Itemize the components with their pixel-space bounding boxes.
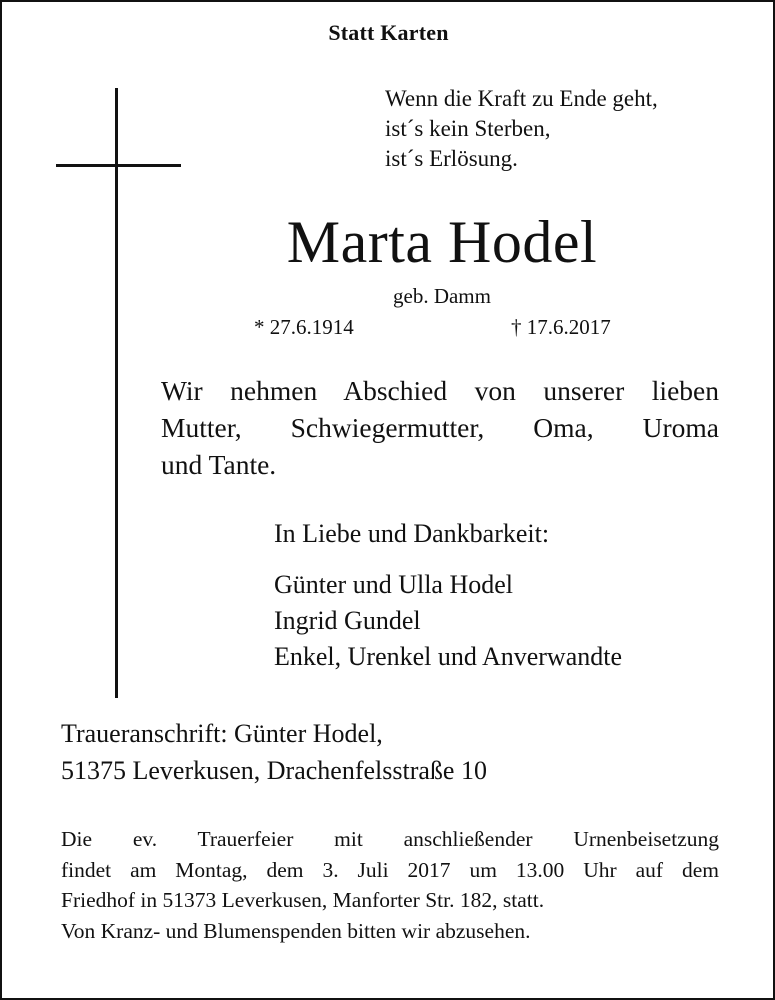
- funeral-line: Die ev. Trauerfeier mit anschließender Urnenbeisetzung: [61, 827, 719, 851]
- farewell-line: und Tante.: [161, 449, 277, 480]
- mourner-item: Enkel, Urenkel und Anverwandte: [274, 642, 623, 671]
- mourning-address: [61, 715, 487, 789]
- notice-header: Statt Karten: [328, 20, 449, 45]
- farewell-text: [161, 372, 719, 483]
- funeral-details: [61, 824, 719, 946]
- funeral-line: findet am Montag, dem 3. Juli 2017 um 13.00 Uhr auf dem: [61, 857, 719, 882]
- mourner-item: Ingrid Gundel: [274, 606, 421, 635]
- address-line: Traueranschrift: Günter Hodel,: [61, 719, 383, 748]
- signoff-text: In Liebe und Dankbarkeit:: [274, 519, 550, 548]
- motto-line: ist´s Erlösung.: [385, 146, 518, 171]
- farewell-line: Wir nehmen Abschied von unserer lieben: [161, 375, 719, 406]
- cross-icon-horizontal-bar: [56, 164, 181, 167]
- death-date: † 17.6.2017: [511, 315, 611, 339]
- deceased-name: Marta Hodel: [286, 209, 598, 275]
- motto-line: ist´s kein Sterben,: [385, 116, 551, 141]
- mourners-list: [274, 567, 622, 675]
- address-line: 51375 Leverkusen, Drachenfelsstraße 10: [61, 756, 487, 785]
- deceased-born-name: geb. Damm: [393, 284, 491, 308]
- motto-verse: [385, 84, 658, 174]
- mourner-item: Günter und Ulla Hodel: [274, 570, 514, 599]
- motto-line: Wenn die Kraft zu Ende geht,: [385, 86, 658, 111]
- funeral-line: Von Kranz- und Blumenspenden bitten wir abzusehen.: [61, 918, 531, 943]
- farewell-line: Mutter, Schwiegermutter, Oma, Uroma: [161, 412, 719, 443]
- cross-icon-vertical-bar: [115, 88, 118, 698]
- birth-date: * 27.6.1914: [254, 315, 354, 339]
- funeral-line: Friedhof in 51373 Leverkusen, Manforter Str. 182, statt.: [61, 888, 545, 912]
